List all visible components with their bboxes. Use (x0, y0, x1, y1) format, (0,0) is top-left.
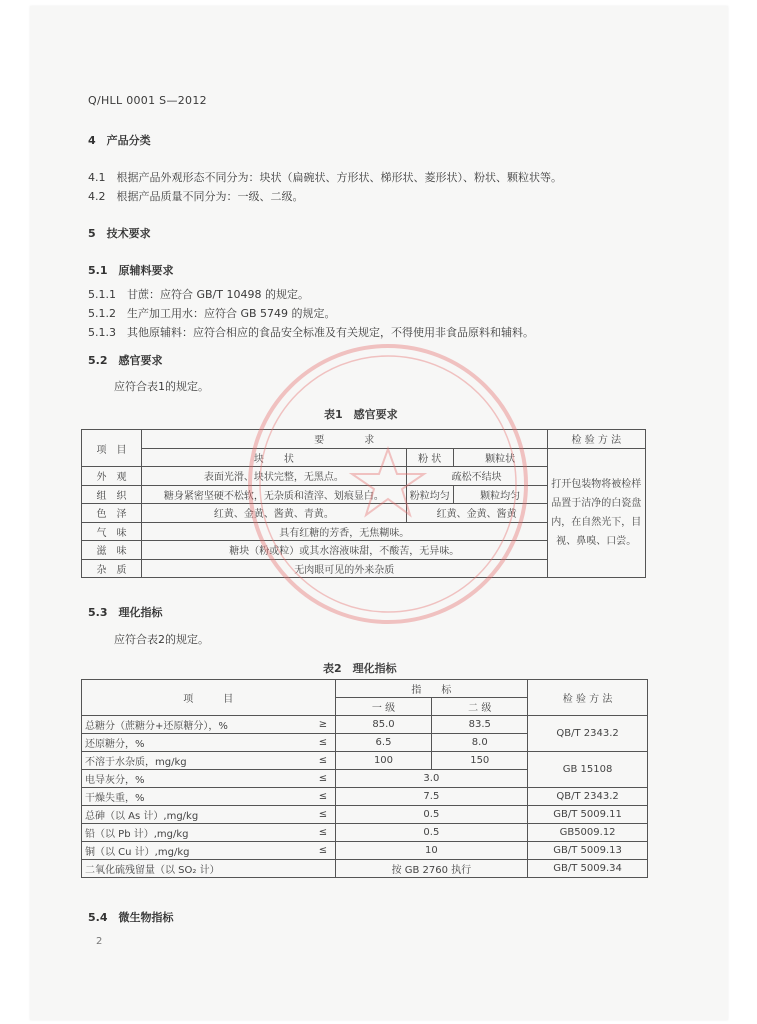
physchem-table (81, 679, 648, 878)
t2-item: 不溶于水杂质，mg/kg (82, 752, 312, 770)
t1-all: 具有红糖的芳香，无焦糊味。 (141, 522, 547, 541)
clause-5-1-1: 5.1.1 甘蔗：应符合 GB/T 10498 的规定。 (88, 288, 309, 301)
t1-head-requirement: 要 求 (141, 430, 547, 449)
t2-head-method: 检 验 方 法 (528, 680, 648, 716)
t2-method: QB/T 2343.2 (528, 788, 648, 806)
section-5-3-text: 应符合表2的规定。 (114, 633, 209, 646)
table1-caption: 表1 感官要求 (324, 408, 398, 421)
t2-head-item: 项 目 (82, 680, 336, 716)
t2-grade1: 100 (335, 752, 432, 770)
t2-op: ≤ (311, 842, 335, 860)
t2-head-index: 指 标 (335, 680, 528, 698)
t1-item: 组 织 (82, 485, 142, 504)
t2-method: GB 15108 (528, 752, 648, 788)
clause-5-1-2: 5.1.2 生产加工用水：应符合 GB 5749 的规定。 (88, 307, 336, 320)
t2-item: 总糖分（蔗糖分+还原糖分），% (82, 716, 312, 734)
t1-item: 气 味 (82, 522, 142, 541)
t1-head-granule: 颗粒状 (453, 448, 547, 467)
section-5-heading: 5 技术要求 (88, 227, 151, 240)
t2-item: 总砷（以 As 计）,mg/kg (82, 806, 312, 824)
t2-grade2: 83.5 (432, 716, 528, 734)
t2-head-grade1: 一 级 (335, 698, 432, 716)
t2-method: GB/T 5009.34 (528, 860, 648, 878)
t2-head-grade2: 二 级 (432, 698, 528, 716)
table2-caption: 表2 理化指标 (323, 662, 397, 675)
t1-block: 表面光滑、块状完整，无黑点。 (141, 467, 406, 486)
t2-both: 0.5 (335, 806, 528, 824)
t2-op: ≤ (311, 788, 335, 806)
t2-both: 10 (335, 842, 528, 860)
t1-method-text: 打开包装物将被检样品置于洁净的白瓷盘内，在自然光下，目视、鼻嗅、口尝。 (547, 448, 645, 578)
t2-grade2: 150 (432, 752, 528, 770)
sensory-table (81, 429, 646, 578)
t1-all: 糖块（粉或粒）或其水溶液味甜，不酸苦，无异味。 (141, 541, 547, 560)
t2-op (311, 860, 335, 878)
t2-item: 二氧化硫残留量（以 SO₂ 计） (82, 860, 312, 878)
t2-item: 还原糖分，% (82, 734, 312, 752)
section-5-4-heading: 5.4 微生物指标 (88, 911, 174, 924)
t2-op: ≤ (311, 806, 335, 824)
clause-5-1-3: 5.1.3 其他原辅料：应符合相应的食品安全标准及有关规定，不得使用非食品原料和辅料。 (88, 326, 534, 339)
t2-grade2: 8.0 (432, 734, 528, 752)
document-page (30, 6, 728, 1020)
table-row (82, 716, 648, 734)
clause-4-2: 4.2 根据产品质量不同分为：一级、二级。 (88, 190, 304, 203)
t2-both: 3.0 (335, 770, 528, 788)
table-row (82, 788, 648, 806)
t2-both: 按 GB 2760 执行 (335, 860, 528, 878)
t2-grade1: 6.5 (335, 734, 432, 752)
document-header: Q/HLL 0001 S—2012 (88, 94, 207, 107)
t2-item: 干燥失重，% (82, 788, 312, 806)
t2-op: ≤ (311, 824, 335, 842)
table-row (82, 842, 648, 860)
t1-head-method: 检 验 方 法 (547, 430, 645, 449)
t2-method: QB/T 2343.2 (528, 716, 648, 752)
t1-powder-granule: 疏松不结块 (406, 467, 547, 486)
t2-op: ≥ (311, 716, 335, 734)
t2-op: ≤ (311, 770, 335, 788)
t1-powder-granule: 红黄、金黄、酱黄 (406, 504, 547, 523)
t2-both: 0.5 (335, 824, 528, 842)
t1-head-block: 块 状 (141, 448, 406, 467)
t2-item: 电导灰分，% (82, 770, 312, 788)
table-row (82, 824, 648, 842)
t2-method: GB/T 5009.11 (528, 806, 648, 824)
t2-op: ≤ (311, 752, 335, 770)
section-5-3-heading: 5.3 理化指标 (88, 606, 163, 619)
t1-head-powder: 粉 状 (406, 448, 453, 467)
t2-op: ≤ (311, 734, 335, 752)
t1-item: 外 观 (82, 467, 142, 486)
page-number: 2 (96, 936, 103, 947)
t1-granule: 颗粒均匀 (453, 485, 547, 504)
t1-item: 色 泽 (82, 504, 142, 523)
t2-item: 铜（以 Cu 计）,mg/kg (82, 842, 312, 860)
t2-grade1: 85.0 (335, 716, 432, 734)
t1-head-item: 项 目 (82, 430, 142, 467)
table-row (82, 806, 648, 824)
t2-both: 7.5 (335, 788, 528, 806)
section-5-2-heading: 5.2 感官要求 (88, 354, 163, 367)
section-5-1-heading: 5.1 原辅料要求 (88, 264, 174, 277)
t2-method: GB/T 5009.13 (528, 842, 648, 860)
table-row (82, 752, 648, 770)
t1-all: 无肉眼可见的外来杂质 (141, 559, 547, 578)
section-4-heading: 4 产品分类 (88, 134, 151, 147)
t1-block: 红黄、金黄、酱黄、青黄。 (141, 504, 406, 523)
t2-item: 铅（以 Pb 计）,mg/kg (82, 824, 312, 842)
clause-4-1: 4.1 根据产品外观形态不同分为：块状（扁碗状、方形状、梯形状、菱形状）、粉状、颗粒状等。 (88, 171, 562, 184)
t1-item: 杂 质 (82, 559, 142, 578)
section-5-2-text: 应符合表1的规定。 (114, 380, 209, 393)
t2-method: GB5009.12 (528, 824, 648, 842)
table-row (82, 860, 648, 878)
t1-item: 滋 味 (82, 541, 142, 560)
t1-powder: 粉粒均匀 (406, 485, 453, 504)
t1-block: 糖身紧密坚硬不松软，无杂质和渣滓、划痕显白。 (141, 485, 406, 504)
